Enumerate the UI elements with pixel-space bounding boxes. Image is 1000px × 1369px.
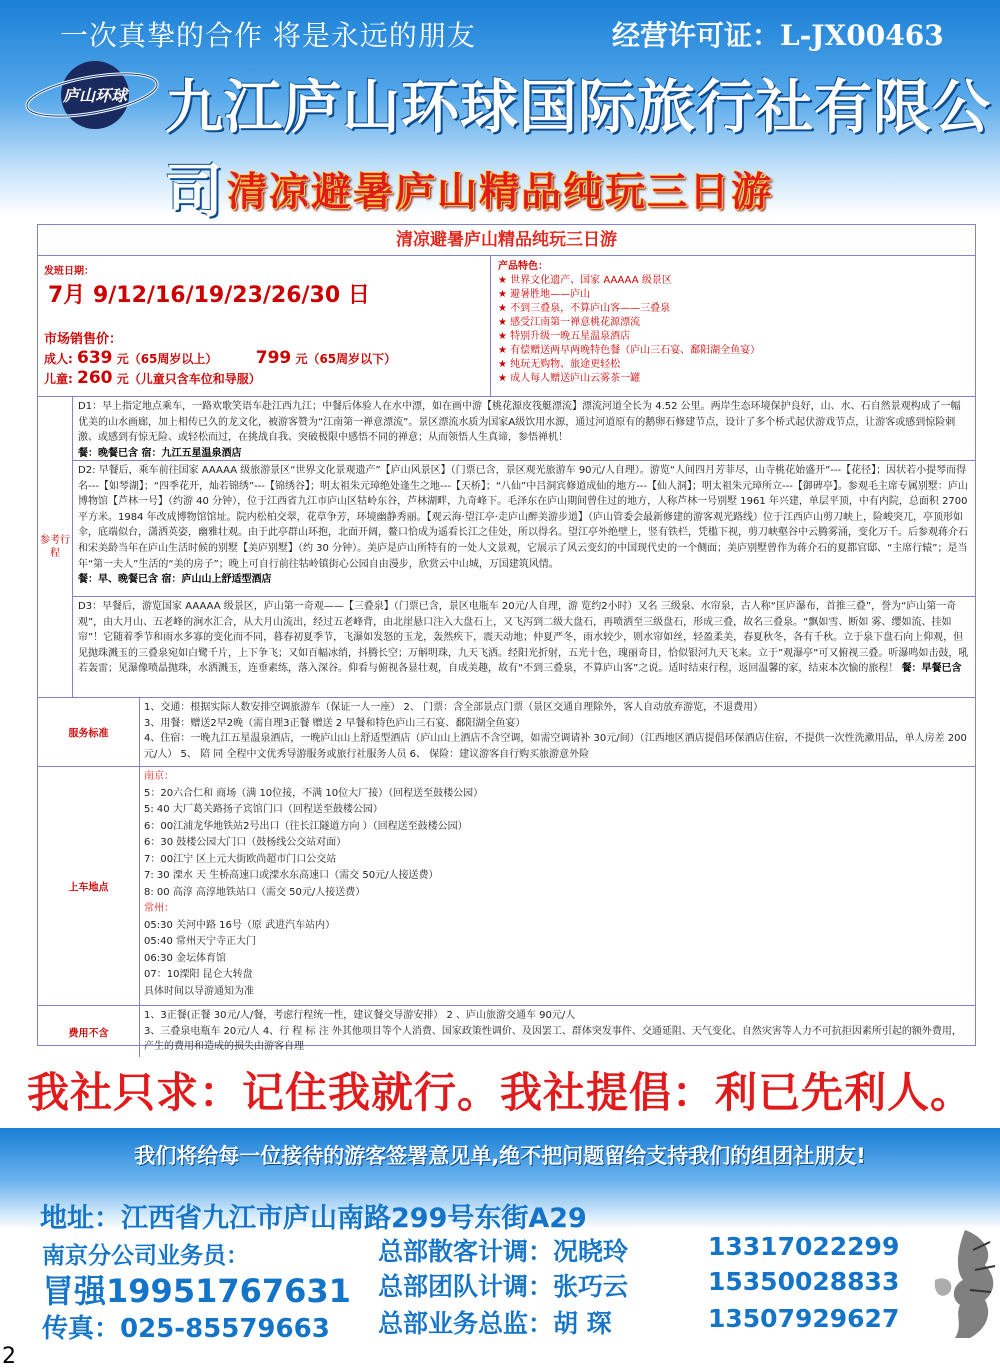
- adult-price-senior-note: 元（65周岁以上）: [116, 352, 218, 366]
- adult-label: 成人:: [44, 352, 73, 366]
- agent-phone: 19951767631: [106, 1272, 351, 1310]
- service-label-cell: [38, 698, 140, 766]
- service-content: [140, 698, 975, 764]
- itinerary-title: 清凉避暑庐山精品纯玩三日游: [38, 225, 975, 256]
- summary-section: [38, 256, 975, 397]
- pickup-line: 06:30 金坛体育馆: [144, 952, 226, 964]
- contact-role: 总部团队计调：张巧云: [378, 1272, 629, 1301]
- contact-role: 总部业务总监：胡 琛: [378, 1309, 612, 1338]
- service-item: 3、用餐：赠送2早2晚（需自理3正餐 赠送 2 早餐和特色庐山三石宴、鄱阳湖全鱼宴）: [144, 717, 526, 729]
- day-1-meal: 餐：晚餐已含 宿：九江五星温泉酒店: [78, 447, 242, 459]
- service-item: 1、交通：根据实际人数安排空调旅游车（保证一人一座） 2、 门票：含全部景点门票（景区交通自理除外，客人自动放弃游览，不退费用）: [144, 702, 764, 713]
- feature-item: ★ 特别升级一晚五星温泉酒店: [498, 331, 631, 342]
- product-features: [498, 260, 968, 386]
- adult-price-senior: 639: [77, 348, 113, 368]
- contact-row: [378, 1304, 900, 1340]
- company-logo: [20, 55, 160, 135]
- pickup-label-cell: [38, 767, 140, 1005]
- contact-phone: 13317022299: [708, 1232, 900, 1261]
- company-address: 地址：江西省九江市庐山南路299号东街A29: [40, 1203, 587, 1234]
- child-price-note: 元（儿童只含车位和导服）: [116, 372, 261, 386]
- pickup-line: 05:30 关河中路 16号（原 武进汽车站内）: [144, 919, 336, 931]
- service-item: 4、住宿：一晚九江五星温泉酒店，一晚庐山山上舒适型酒店（庐山山上酒店不含空调，如需空调请补 30元/间）（江西地区酒店提倡环保酒店住宿，不提供一次性洗漱用品，单人房差 200元/人） 5、 陪 同 全程中文优秀导游服务或旅行社服务人员 6、 保险：建议游客自行购买旅游意外险: [144, 733, 967, 760]
- child-price: 260: [77, 368, 113, 388]
- feature-item: ★ 世界文化遗产、国家 AAAAA 级景区: [498, 275, 672, 286]
- pickup-label: 上车地点: [68, 882, 109, 894]
- pickup-line: 7: 30 溧水 天 生桥高速口或溧水东高速口（需交 50元/人接送费）: [144, 870, 439, 881]
- service-label: 服务标准: [68, 728, 109, 740]
- day-3: [73, 597, 975, 696]
- child-label: 儿童:: [44, 372, 73, 386]
- nanjing-branch-label: 南京分公司业务员：: [42, 1243, 249, 1269]
- adult-price-regular-note: 元（65周岁以下）: [295, 352, 397, 366]
- departure-dates: 7月 9/12/16/19/23/26/30 日: [48, 283, 370, 308]
- adult-price-row: [44, 348, 396, 368]
- fees-content: [140, 1006, 975, 1057]
- schedule-label-cell: [38, 397, 73, 697]
- adult-price-regular: 799: [255, 348, 292, 368]
- contact-phone: 13507929627: [708, 1304, 900, 1333]
- contact-footer: [0, 1128, 1000, 1368]
- service-row: [38, 698, 975, 767]
- contact-phone: 15350028833: [708, 1267, 900, 1296]
- pickup-row: [38, 767, 975, 1006]
- pickup-city: 常州：: [144, 903, 174, 914]
- price-panel: [38, 256, 491, 396]
- pickup-line: 具体时间以导游通知为准: [144, 985, 254, 997]
- fax-number: 传真：025-85579663: [42, 1314, 330, 1344]
- pickup-line: 7：00江宁 区上元大街欧尚超市门口公交站: [144, 853, 337, 865]
- day-3-text: D3：早餐后，游览国家 AAAAA 级景区，庐山第一奇观——【三叠泉】（门票已含，景区电瓶车 20元/人自理，游 览约2小时）又名 三级泉、水帘泉，古人称“匡庐瀑布，首推三叠”，誉为“庐山第一奇观”，由大月山、五老峰的涧水汇合，从大月山流出，经过五老峰背，由北崖悬口注入大盘石上，又飞泻到二级大盘石，再喷洒至三级盘石，形成三叠，故名三叠泉。“飘如雪、断如 雾、缨如流、挂如帘”！它随着季节和雨水多寡的变化而不同，暮春初夏季节，飞瀑如发怒的玉龙，轰然疾下，震天动地；仲夏严冬，雨水较少，则水帘如丝，轻盈柔美，春夏秋冬，各有千秋。立于泉下盘石向上仰观，但见抛珠溅玉的三叠泉宛如白鹭千片，上下争飞；又如百幅冰绡，抖腾长空；万斛明珠，九天飞洒。经阳光折射，五光十色，瑰丽奇目，恰似银河九天飞来。立于”观瀑亭”可又俯视三叠。听瀑鸣如击鼓，吼若轰雷；见瀑像喷晶抛珠，水洒溅玉，连垂素练，落入深谷。仰看与俯视各显壮观，自成美趣，故有“不到三叠泉，不算庐山客”之说。适时结束行程，返回温馨的家，结束本次愉的旅程！: [78, 601, 969, 675]
- pickup-city: 南京：: [144, 771, 174, 782]
- feature-item: ★ 感受江南第一禅意桃花源漂流: [498, 317, 641, 328]
- contact-row: [378, 1267, 900, 1303]
- day-2: [73, 461, 975, 597]
- day-1: [73, 397, 975, 461]
- feature-item: ★ 避暑胜地——庐山: [498, 289, 591, 300]
- service-promise-banner: 我们将给每一位接待的游客签署意见单,绝不把问题留给支持我们的组团社朋友!: [134, 1144, 866, 1168]
- pickup-line: 05:40 常州天宁寺正大门: [144, 936, 256, 947]
- departure-label: 发班日期：: [44, 266, 94, 277]
- day-2-text: D2: 早餐后，乘车前往国家 AAAAA 级旅游景区“世界文化景观遗产”【庐山风景区】（门票已含，景区观光旅游车 90元/人自理）。游览“人间四月芳菲尽，山寺桃花始盛开”---【花径】；因状若小提琴而得名---【如琴湖】；“四季花开，灿若锦绣”---【锦绣谷】；明太祖朱元璋绝处逢生之地---【天桥】；“八仙”中吕洞宾修道成仙的地方---【仙人洞】；明太祖朱元璋所立---【御碑亭】。参观毛主席专属别墅：庐山博物馆【芦林一号】（约游 40 分钟），位于江西省九江市庐山区牯岭东谷，芦林湖畔，九奇峰下。毛泽东在庐山期间曾住过的地方，人称芦林一号别墅 1961 年兴建，单层平顶，中有内院，总面积 2700 平方米。1984 年改成博物馆馆址。院内松柏交翠，花草争芳，环境幽静秀丽。【观云海·望江亭·走庐山醉美游步道】（庐山管委会最新修建的游客观光路线）位于江西庐山剪刀峡上，险峻突兀，亭顶形如伞，底端似台，潇洒英姿，幽雅壮观。由于此亭群山环抱，北面开阔，鳌口恰成为遥看长江之佳处，所以得名。望江亭外绝壁上，竖有铁栏，凭槛下视，剪刀峡壑谷中云腾雾涌，变化万千。后参观蒋介石和宋美龄当年在庐山生活时候的别墅【美庐别墅】（约 30 分钟）。美庐是庐山所特有的一处人文景观，它展示了风云变幻的中国现代史的一个侧面；美庐别墅曾作为蒋介石的夏都官邸、“主席行辕”；是当年“第一夫人”生活的“美的房子”；晚上可自行前往牯岭镇街心公园自由漫步，欣赏云中山城，万国建筑风情。: [78, 465, 968, 570]
- feature-item: ★ 纯玩无购物、旅途更轻松: [498, 359, 621, 370]
- agent-name: 冒强: [42, 1272, 107, 1310]
- company-motto: 我社只求：记住我就行。我社提倡：利已先利人。: [26, 1068, 973, 1117]
- itinerary-table: [37, 224, 976, 1052]
- pickup-line: 5：20六合仁和 商场（满 10位接，不满 10位大厂接）（回程送至鼓楼公园）: [144, 787, 484, 799]
- license-number: 经营许可证：L-JX00463: [612, 19, 944, 52]
- header-banner: [0, 0, 1000, 225]
- day-2-meal: 餐：早、晚餐已含 宿：庐山山上舒适型酒店: [78, 574, 272, 586]
- pickup-line: 6：30 鼓楼公园大门口（鼓杨线公交站对面）: [144, 837, 347, 848]
- page-number: 2: [2, 1344, 16, 1369]
- pickup-content: [140, 767, 975, 1002]
- company-name: 九江庐山环球国际旅行社有限公司: [165, 73, 992, 225]
- feature-item: ★ 不到三叠泉，不算庐山客——三叠泉: [498, 303, 671, 314]
- pickup-line: 07：10溧阳 昆仑大转盘: [144, 969, 253, 980]
- contact-role: 总部散客计调：况晓玲: [378, 1237, 629, 1266]
- fee-item: 1、3正餐(正餐 30元/人/餐，考虑行程统一性，建议餐交导游安排） 2 、庐山旅游交通车 90元/人: [144, 1010, 576, 1021]
- contact-row: [378, 1232, 900, 1268]
- fees-row: [38, 1006, 975, 1057]
- price-label: 市场销售价：: [44, 332, 123, 347]
- pickup-line: 8: 00 高淳 高淳地铁站口（需交 50元/人接送费）: [144, 886, 366, 898]
- logo-text: 庐山环球: [62, 86, 128, 105]
- child-price-row: [44, 368, 261, 388]
- nanjing-agent: [42, 1266, 351, 1312]
- pickup-line: 5: 40 大厂葛关路扬子宾馆门口（回程送至鼓楼公园）: [144, 804, 383, 815]
- day-3-meal: 餐：早餐已含: [901, 663, 962, 675]
- fees-label-cell: [38, 1006, 140, 1057]
- feature-item: ★ 成人每人赠送庐山云雾茶一罐: [498, 373, 641, 384]
- fees-label: 费用不含: [68, 1028, 109, 1039]
- schedule-row: [38, 397, 975, 698]
- pickup-line: 6：00江浦龙华地铁站2号出口（往长江隧道方向 ）（回程送至鼓楼公园）: [144, 820, 468, 832]
- main-title: 清凉避暑庐山精品纯玩三日游: [227, 169, 773, 215]
- fee-item: 3、三叠泉电瓶车 20元/人 4、行 程 标 注 外其他项目等个人消费、国家政策性调价、及因罢工、群体突发事件、交通延阻、天气变化、自然灾害等人力不可抗拒因素所引起的额外费用，产生的费用和造成的损失由游客自理: [144, 1025, 962, 1052]
- slogan: 一次真挚的合作 将是永远的朋友: [60, 19, 476, 52]
- day-1-text: D1：早上指定地点乘车，一路欢歌笑语车赴江西九江；中餐后体验人在水中漂，如在画中游【桃花源皮筏艇漂流】漂流河道全长为 4.52 公里。两岸生态环境保护良好，山、水、石自然景观构成了一幅优美的山水画廊，加上相传已久的龙文化，被游客赞为“江南第一禅意漂流”。景区漂流水质为国家A级饮用水源，通过河道原有的鹅卵石修建节点，设计了多个桥式起伏游戏节点，让游客或感到惊险刺激、或感到有惊无险、或轻松而过，在挑战自我、突破极限中感悟不同的禅意；从而领悟人生真谛，参悟禅机！: [78, 401, 961, 444]
- ink-painting-decoration: [925, 1220, 1000, 1340]
- schedule-label: 参考行程: [40, 535, 70, 559]
- features-label: 产品特色：: [498, 261, 548, 272]
- feature-item: ★ 有偿赠送两早两晚特色餐（庐山三石宴、鄱阳湖全鱼宴）: [498, 345, 761, 356]
